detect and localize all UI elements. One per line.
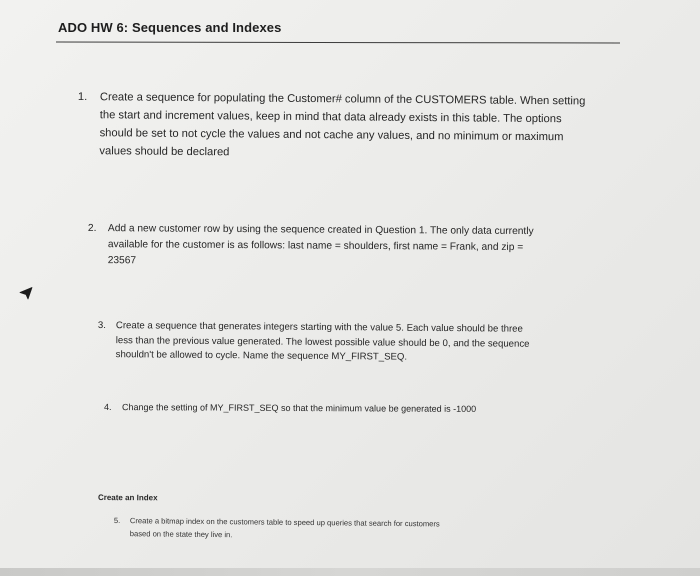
question-line: based on the state they live in. xyxy=(129,528,233,539)
question-line: 23567 xyxy=(107,255,137,267)
question-line: Add a new customer row by using the sequence created in Question 1. The only data currently xyxy=(107,223,534,238)
question-text xyxy=(122,400,476,416)
question-text xyxy=(108,221,534,272)
question-line: less than the previous value generated. The lowest possible value should be 0, and the sequence xyxy=(115,334,530,350)
question-line: available for the customer is as follows: last name = shoulders, first name = Frank, and zip = xyxy=(107,239,524,254)
question-line: Create a sequence for populating the Customer# column of the CUSTOMERS table. When setting xyxy=(99,91,586,108)
question-line: shouldn't be allowed to cycle. Name the sequence MY_FIRST_SEQ. xyxy=(115,349,408,363)
question-text xyxy=(116,319,530,366)
question-number: 4. xyxy=(103,401,112,413)
question-text xyxy=(99,88,585,164)
question-line: values should be declared xyxy=(99,145,230,159)
question-number: 5. xyxy=(113,515,121,526)
screen-edge xyxy=(0,568,700,576)
index-section-heading: Create an Index xyxy=(97,493,158,503)
mouse-pointer-icon xyxy=(19,286,33,300)
question-number: 2. xyxy=(87,222,97,235)
page-title: ADO HW 6: Sequences and Indexes xyxy=(58,20,282,35)
question-line: should be set to not cycle the values and not cache any values, and no minimum or maximum xyxy=(99,127,564,144)
question-line: Create a bitmap index on the customers table to speed up queries that search for customers xyxy=(129,516,440,529)
question-number: 1. xyxy=(77,90,88,104)
question-number: 3. xyxy=(97,319,107,332)
question-line: Change the setting of MY_FIRST_SEQ so that the minimum value be generated is -1000 xyxy=(121,402,477,414)
question-text xyxy=(130,515,440,543)
title-underline xyxy=(56,42,620,44)
question-line: the start and increment values, keep in mind that data already exists in this table. The options xyxy=(99,109,562,126)
question-line: Create a sequence that generates integers starting with the value 5. Each value should be three xyxy=(115,320,523,335)
